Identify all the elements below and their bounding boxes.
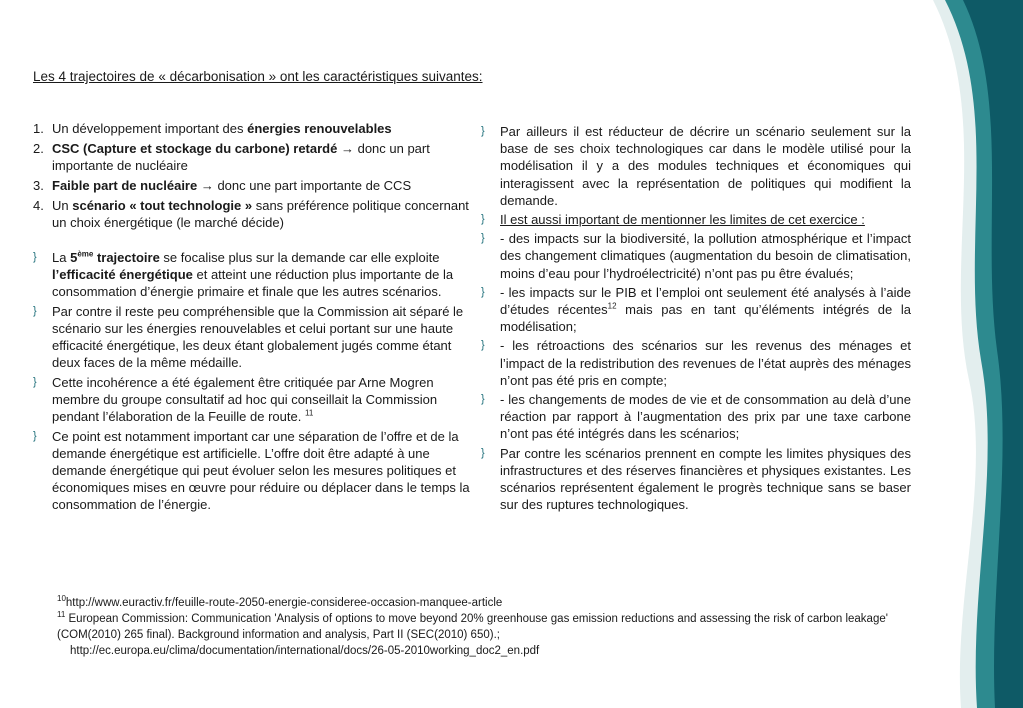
- bullet-paragraph: [33, 428, 473, 513]
- text: Par ailleurs il est réducteur de décrire un scénario seulement sur la base de ses choix technologiques car dans le modèle utilisé pour la modélisation il y a des modules techniques et économiques qui interagissent avec la représentation de politiques qui modifient la demande.: [500, 124, 911, 208]
- bullet-icon: }: [33, 251, 37, 263]
- limits-heading: Il est aussi important de mentionner les limites de cet exercice :: [500, 212, 865, 228]
- list-bold-text: énergies renouvelables: [247, 121, 392, 136]
- list-item: [33, 120, 473, 137]
- text: Cette incohérence a été également être critiquée par Arne Mogren membre du groupe consultatif ad hoc qui conseillait la Commission pendant l’élaboration de la Feuille de route.: [52, 375, 438, 424]
- footnote-ref: 12: [607, 301, 617, 311]
- bullet-paragraph: [33, 249, 473, 300]
- bullet-paragraph: [481, 337, 911, 389]
- text: - des impacts sur la biodiversité, la pollution atmosphérique et l’impact des changement climatiques (augmentation du besoin de climatisation, moins d’eau pour l’hydroélectricité) n’ont pas pu être évalués;: [500, 231, 911, 281]
- bullet-paragraph: [481, 284, 911, 336]
- text: Par contre les scénarios prennent en compte les limites physiques des infrastructures et des réserves financières et physiques existantes. Les scénarios représentent également le progrès technique sans se baser sur des ruptures technologiques.: [500, 445, 911, 513]
- bold-text: trajectoire: [93, 250, 160, 265]
- text: - les changements de modes de vie et de consommation au delà d’une réaction par rapport à l’augmentation des prix par une taxe carbone n’ont pas été intégrés dans les scénarios;: [500, 392, 911, 442]
- footnote: [57, 595, 907, 611]
- bullet-paragraph: [481, 123, 911, 209]
- left-column: [33, 120, 473, 516]
- text: - les rétroactions des scénarios sur les revenus des ménages et l’impact de la redistribution des revenues de l’état auprès des ménages n’ont pas été pris en compte;: [500, 338, 911, 388]
- list-number: 2.: [33, 141, 44, 156]
- list-text: → donc une part importante de CCS: [197, 178, 412, 193]
- footnote-link[interactable]: http://www.euractiv.fr/feuille-route-2050-energie-consideree-occasion-manquee-article: [65, 597, 503, 609]
- bullet-icon: }: [33, 376, 37, 388]
- bullet-icon: }: [481, 446, 485, 459]
- list-bold-text: scénario « tout technologie »: [72, 198, 253, 213]
- text: La: [52, 250, 71, 265]
- list-bold-text: Faible part de nucléaire: [52, 178, 198, 193]
- superscript: ème: [77, 249, 94, 259]
- text: Ce point est notamment important car une séparation de l’offre et de la demande énergétique est artificielle. L’offre doit être adapté à une demande énergétique qui peut évoluer selon les mesures politiques et économiques mises en œuvre pour réduire ou déplacer dans le temps la consommation de l’énergie.: [52, 429, 470, 512]
- footnote-number: 10: [57, 594, 66, 604]
- trajectory-list: [33, 120, 473, 231]
- bullet-icon: }: [481, 285, 485, 298]
- bullet-paragraph: [481, 230, 911, 282]
- bullet-icon: }: [481, 232, 485, 245]
- list-item: [33, 140, 473, 174]
- right-column: [481, 123, 911, 515]
- footnotes: [57, 595, 907, 659]
- list-number: 4.: [33, 198, 44, 213]
- list-item: [33, 177, 473, 194]
- bullet-paragraph: [481, 445, 911, 514]
- text: mais pas en tant qu’éléments intégrés de la modélisation;: [500, 302, 911, 335]
- list-bold-text: CSC (Capture et stockage du carbone) retardé: [52, 141, 338, 156]
- bullet-icon: }: [481, 393, 485, 406]
- text: se focalise plus sur la demande car elle exploite: [159, 250, 440, 265]
- bullet-icon: }: [481, 125, 485, 137]
- list-text: sans préférence politique concernant un choix énergétique (le marché décide): [52, 198, 469, 230]
- bold-text: 5: [70, 250, 78, 265]
- slide-title: Les 4 trajectoires de « décarbonisation » ont les caractéristiques suivantes:: [33, 69, 483, 84]
- footnote-text: European Commission: Communication 'Analysis of options to move beyond 20% greenhouse gas emission reductions and assessing the risk of carbon leakage' (COM(2010) 265 final). Background information and analysis, Part II (SEC(2010) 650).;: [57, 613, 888, 641]
- list-item: [33, 197, 473, 231]
- bullet-paragraph: [33, 374, 473, 425]
- text: Par contre il reste peu compréhensible que la Commission ait séparé le scénario sur les énergies renouvelables et celui portant sur une haute efficacité énergétique, les deux étant globalement jugés comme étant deux faces de la même médaille.: [52, 304, 464, 370]
- bullet-paragraph: [481, 391, 911, 443]
- footnote: [57, 611, 907, 643]
- list-text: → donc un part importante de nucléaire: [52, 141, 430, 173]
- list-text: Un développement important des: [52, 121, 248, 136]
- list-number: 1.: [33, 121, 44, 136]
- bullet-icon: }: [33, 430, 37, 442]
- list-number: 3.: [33, 178, 44, 193]
- bullet-icon: }: [33, 305, 37, 317]
- footnote-url[interactable]: http://ec.europa.eu/clima/documentation/international/docs/26-05-2010working_doc2_en.pdf: [70, 645, 540, 657]
- bullet-paragraph: [481, 211, 911, 228]
- footnote-number: 11: [57, 610, 66, 620]
- list-text: Un: [52, 198, 73, 213]
- bullet-paragraph: [33, 303, 473, 371]
- text: - les impacts sur le PIB et l’emploi ont seulement été analysés à l’aide d’études récentes: [500, 284, 911, 318]
- bold-text: l’efficacité énergétique: [52, 267, 193, 282]
- text: et atteint une réduction plus importante de la consommation d’énergie primaire et finale que les autres scénarios.: [52, 267, 454, 299]
- footnote-ref: 11: [304, 408, 314, 418]
- bullet-icon: }: [481, 339, 485, 352]
- bullet-icon: }: [481, 213, 485, 226]
